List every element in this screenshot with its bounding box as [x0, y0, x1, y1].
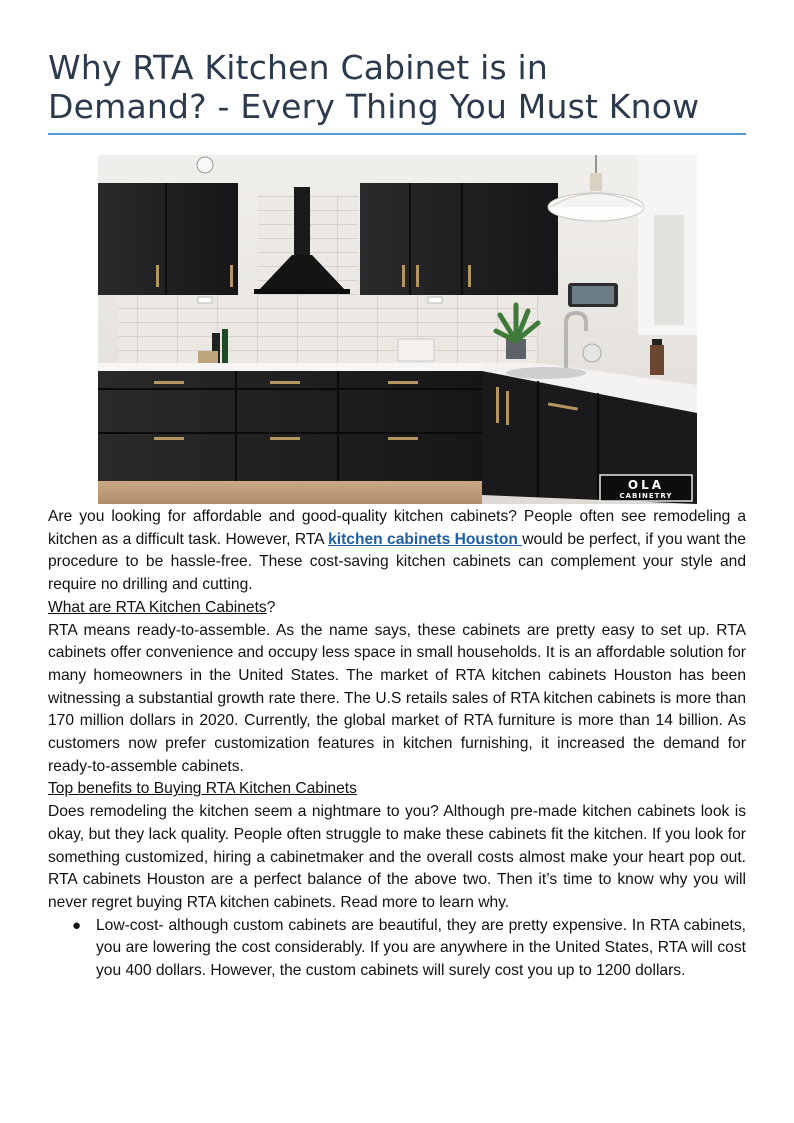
heading-text: What are RTA Kitchen Cabinets — [48, 598, 267, 616]
kitchen-cabinets-houston-link[interactable]: kitchen cabinets Houston — [328, 530, 523, 548]
upper-cabinets-left — [98, 183, 238, 295]
article-body — [48, 506, 746, 983]
title-line-1: Why RTA Kitchen Cabinet is in — [48, 48, 549, 87]
intro-paragraph — [48, 506, 746, 597]
intro-text-before: Are you looking for affordable and good-quality kitchen cabinets? People often see remodeling a kitchen as a difficult task. However, RTA — [48, 508, 746, 548]
countertop — [98, 363, 486, 371]
logo-text-bottom: CABINETRY — [619, 492, 673, 500]
section-heading-what-are-rta — [48, 597, 746, 620]
logo-text-top: OLA — [627, 478, 665, 492]
list-item — [48, 915, 746, 983]
section2-paragraph: Does remodeling the kitchen seem a nightmare to you? Although pre-made kitchen cabinets look is okay, but they lack quality. People often struggle to make these cabinets fit the kitchen. If you look for something customized, hiring a cabinetmaker and the overall costs almost make your heart pop out. RTA cabinets Houston are a perfect balance of the above two. Then it’s time to know why you will never regret buying RTA kitchen cabinets. Read more to learn why. — [48, 803, 746, 911]
section1-paragraph: RTA means ready-to-assemble. As the name says, these cabinets are pretty easy to set up. RTA cabinets offer convenience and occupy less space in small households. It is an affordable solution for many homeowners in the United States. The market of RTA kitchen cabinets Houston has been witnessing a substantial growth rate there. The U.S retails sales of RTA kitchen cabinets is more than 170 million dollars in 2020. Currently, the global market of RTA furniture is more than 14 billion. As customers now prefer customization features in kitchen furnishing, it increased the demand for ready-to-assemble cabinets. — [48, 621, 746, 775]
intro-text-after: would be perfect, if you want the procedure to be hassle-free. These cost-saving kitchen cabinets can complement your style and require no drilling and cutting. — [48, 530, 746, 594]
section-heading-top-benefits: Top benefits to Buying RTA Kitchen Cabinets — [48, 780, 357, 798]
bullet-icon: ● — [72, 916, 82, 934]
title-underline — [48, 133, 746, 135]
floor — [98, 481, 482, 504]
benefits-list — [48, 915, 746, 983]
upper-cabinets-right — [360, 183, 558, 295]
list-item-text: Low-cost- although custom cabinets are beautiful, they are pretty expensive. In RTA cabinets, you are lowering the cost considerably. If you are anywhere in the United States, RTA will cost you 400 dollars. However, the custom cabinets will surely cost you up to 1200 dollars. — [96, 916, 746, 980]
title-line-2: Demand? - Every Thing You Must Know — [48, 87, 700, 126]
backsplash — [118, 295, 538, 365]
kitchen-photo — [98, 155, 697, 504]
page-title — [48, 48, 748, 126]
ola-cabinetry-logo — [600, 475, 692, 501]
heading-suffix: ? — [266, 598, 276, 616]
